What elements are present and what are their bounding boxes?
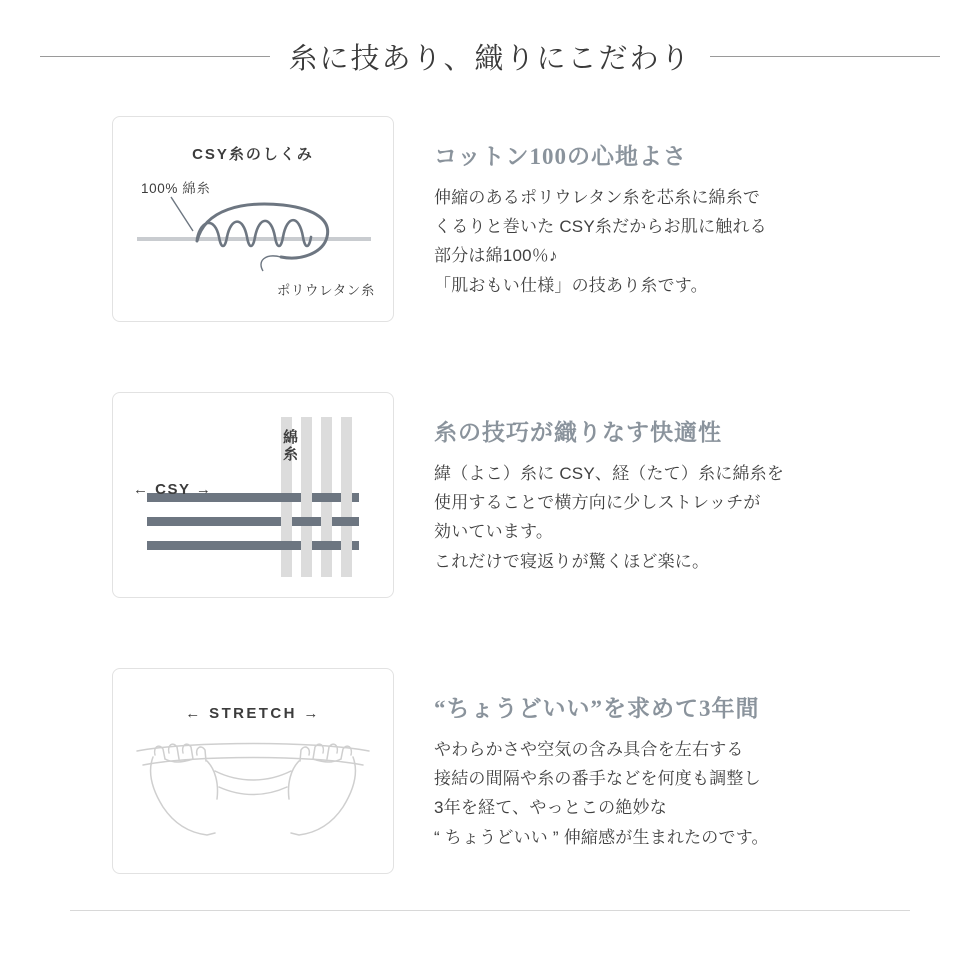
csy-yarn-illustration [131,191,377,281]
body-line: 伸縮のあるポリウレタン糸を芯糸に綿糸で [434,188,761,207]
feature-block-2-text [434,392,872,576]
feature-block-2-body [434,459,872,576]
csy-yarn-polyurethane-label: ポリウレタン糸 [276,283,375,298]
feature-block-3 [112,668,872,874]
csy-yarn-cotton-label: 100% 綿糸 [141,181,211,196]
feature-block-3-text [434,668,872,852]
body-line: 部分は綿100％♪ [434,246,558,266]
csy-yarn-diagram-title: CSY糸のしくみ [192,146,314,163]
feature-block-1 [112,116,872,322]
footer-divider [70,910,910,911]
page-header [0,36,980,77]
weave-csy-label: ← CSY → [133,481,213,498]
stretch-label: ← STRETCH → [185,705,321,722]
body-line: 接結の間隔や糸の番手などを何度も調整し [434,769,761,789]
hands-stretching-fabric-illustration [129,725,377,855]
feature-block-1-heading: コットン100の心地よさ [434,144,688,169]
feature-block-3-body [434,735,872,852]
body-line: 使用することで横方向に少しストレッチが [434,493,761,513]
page-title: 糸に技あり、織りにこだわり [288,43,692,75]
csy-yarn-diagram [112,116,394,322]
feature-block-2 [112,392,872,598]
body-line: 「肌おもい仕様」の技あり糸です。 [434,275,708,295]
feature-block-2-heading: 糸の技巧が織りなす快適性 [434,420,722,445]
body-line: くるりと巻いた CSY糸だからお肌に触れる [434,217,767,237]
weave-cotton-label: 綿糸 [281,429,298,463]
feature-block-1-text [434,116,872,300]
body-line: “ ちょうどいい ” 伸縮感が生まれたのです。 [434,827,769,847]
header-rule-right [710,56,940,57]
body-line: 3年を経て、やっとこの絶妙な [434,798,667,818]
body-line: 緯（よこ）糸に CSY、経（たて）糸に綿糸を [434,464,785,483]
weave-diagram [112,392,394,598]
header-rule-left [40,56,270,57]
body-line: これだけで寝返りが驚くほど楽に。 [434,551,710,571]
body-line: 効いています。 [434,522,554,542]
body-line: やわらかさや空気の含み具合を左右する [434,740,744,759]
feature-block-1-body [434,183,872,300]
stretch-diagram [112,668,394,874]
feature-block-3-heading: “ちょうどいい”を求めて3年間 [434,696,760,721]
